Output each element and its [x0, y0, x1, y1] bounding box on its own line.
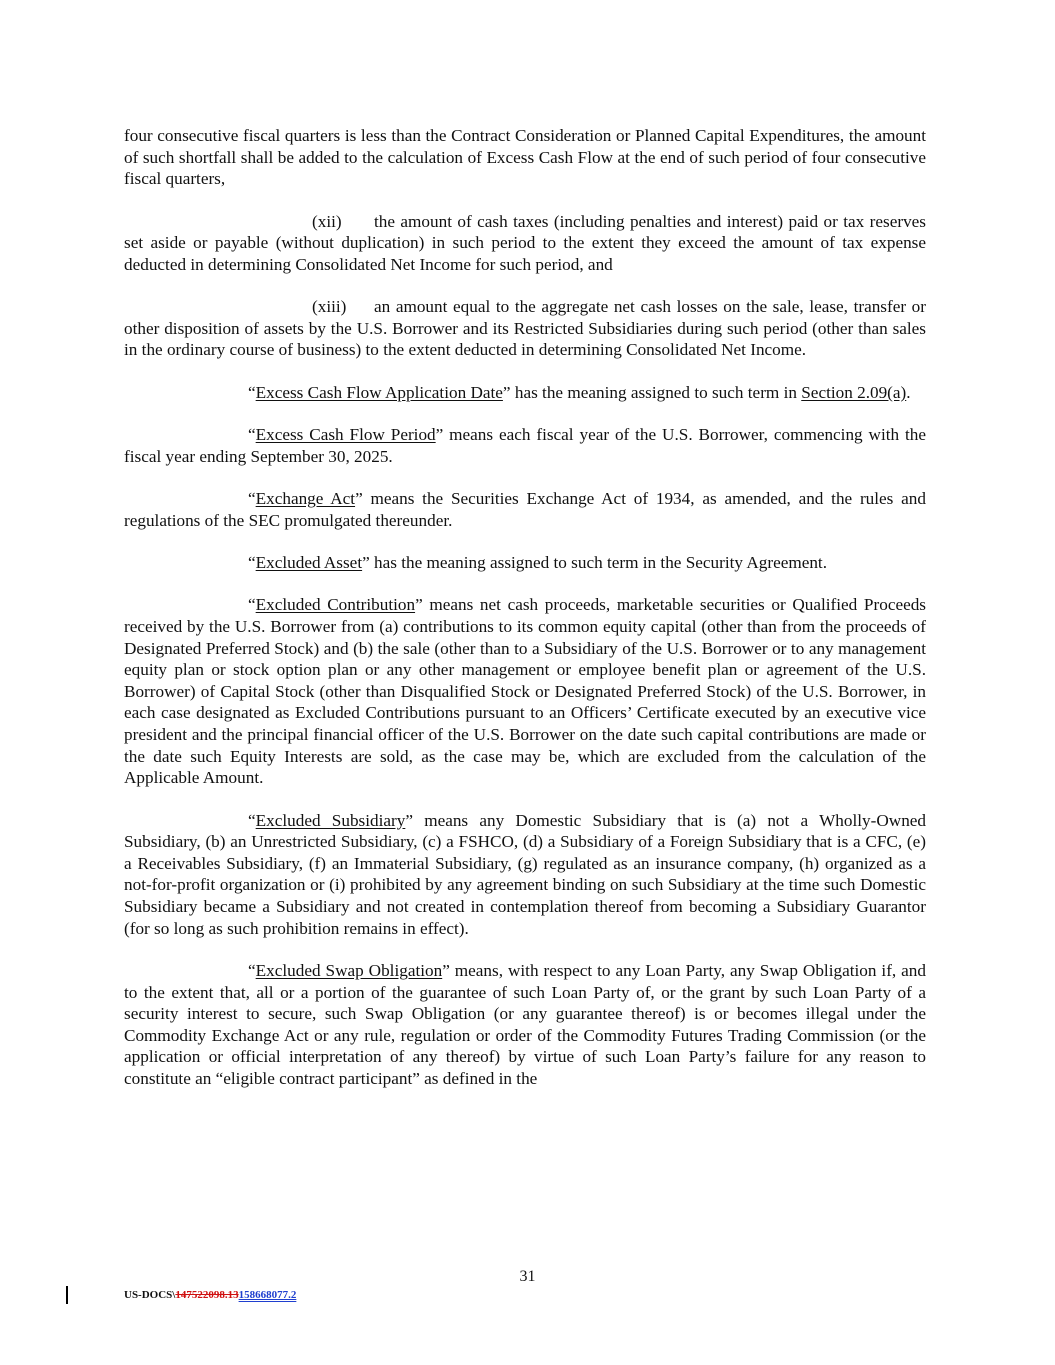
paragraph-continuation: four consecutive fiscal quarters is less than the Contract Consideration or Planned Capital Expenditures, the amount of such shortfall shall be added to the calculation of Excess Cash Flow at the end of such period of four consecutive fiscal quarters, — [124, 126, 926, 189]
clause-text: the amount of cash taxes (including penalties and interest) paid or tax reserves set aside or payable (without duplication) in such period to the extent they exceed the amount of tax expense deducted in determining Consolidated Net Income for such period, and — [124, 211, 926, 274]
clause-text: an amount equal to the aggregate net cash losses on the sale, lease, transfer or other disposition of assets by the U.S. Borrower and its Restricted Subsidiaries during such period (other than sales in the ordinary course of business) to the extent deducted in determining Consolidated Net Income. — [124, 297, 926, 360]
defined-term: Excluded Contribution — [255, 595, 416, 615]
defined-term: Exchange Act — [255, 489, 356, 509]
open-quote: “ — [248, 382, 256, 402]
definition-text: ” has the meaning assigned to such term in the Security Agreement. — [362, 553, 827, 573]
definition-text: ” has the meaning assigned to such term in — [502, 382, 802, 402]
document-id-prefix: US-DOCS\ — [124, 1289, 176, 1301]
open-quote: “ — [248, 489, 256, 509]
definition-text: ” means, with respect to any Loan Party, any Swap Obligation if, and to the extent that, all or a portion of the guarantee of such Loan Party of, or the grant by such Loan Party of a security interest to secure, such Swap Obligation (or any guarantee thereof) is or becomes illegal under the Commodity Exchange Act or any rule, regulation or order of the Commodity Futures Trading Commission (or the application or official interpretation of any thereof) by virtue of such Loan Party’s failure for any reason to constitute an “eligible contract participant” as defined in the — [124, 960, 926, 1088]
definition-excess-cash-flow-period — [124, 424, 926, 467]
definition-text: ” means any Domestic Subsidiary that is (a) not a Wholly-Owned Subsidiary, (b) an Unrestricted Subsidiary, (c) a FSHCO, (d) a Subsidiary of a Foreign Subsidiary that is a CFC, (e) a Receivables Subsidiary, (f) an Immaterial Subsidiary, (g) regulated as an insurance company, (h) organized as a not-for-profit organization or (i) prohibited by any agreement binding on such Subsidiary at the time such Domestic Subsidiary became a Subsidiary and not created in contemplation thereof from becoming a Subsidiary Guarantor (for so long as such prohibition remains in effect). — [124, 810, 927, 938]
defined-term: Excess Cash Flow Period — [255, 425, 436, 445]
defined-term: Excluded Swap Obligation — [255, 960, 443, 980]
section-reference: Section 2.09(a) — [801, 382, 907, 402]
open-quote: “ — [248, 553, 256, 573]
definition-text: ” means each fiscal year of the U.S. Borrower, commencing with the fiscal year ending September 30, 2025. — [124, 425, 926, 466]
document-id-deleted: 147522098.13 — [175, 1289, 239, 1301]
document-page — [124, 125, 926, 1090]
document-id-inserted: 158668077.2 — [238, 1289, 297, 1301]
open-quote: “ — [248, 425, 256, 445]
definition-text: ” means net cash proceeds, marketable securities or Qualified Proceeds received by the U.S. Borrower from (a) contributions to its common equity capital (other than from the proceeds of Designated Preferred Stock) and (b) the sale (other than to a Subsidiary of the U.S. Borrower or to any management equity plan or stock option plan or any other management or employee benefit plan or agreement of the U.S. Borrower) of Capital Stock (other than Disqualified Stock or Designated Preferred Stock) of the U.S. Borrower, in each case designated as Excluded Contributions pursuant to an Officers’ Certificate executed by an executive vice president and the principal financial officer of the U.S. Borrower on the date such capital contributions are made or the date such Equity Interests are sold, as the case may be, which are excluded from the calculation of the Applicable Amount. — [124, 595, 926, 788]
open-quote: “ — [248, 595, 256, 615]
clause-number: (xiii) — [312, 297, 347, 317]
definition-excluded-asset — [124, 552, 926, 574]
change-bar — [66, 1286, 68, 1304]
defined-term: Excess Cash Flow Application Date — [255, 382, 503, 402]
definition-excluded-swap-obligation — [124, 960, 926, 1090]
page-number: 31 — [519, 1268, 536, 1285]
definition-excess-cash-flow-application-date — [124, 382, 926, 404]
definition-excluded-contribution — [124, 594, 926, 788]
definition-excluded-subsidiary — [124, 810, 926, 940]
open-quote: “ — [248, 960, 256, 980]
defined-term: Excluded Asset — [255, 553, 363, 573]
document-id — [124, 1289, 296, 1301]
open-quote: “ — [248, 810, 256, 830]
clause-xiii — [124, 296, 926, 361]
clause-xii — [124, 211, 926, 276]
definition-text-end: . — [906, 382, 911, 402]
defined-term: Excluded Subsidiary — [255, 810, 406, 830]
definition-exchange-act — [124, 488, 926, 531]
definition-text: ” means the Securities Exchange Act of 1934, as amended, and the rules and regulations of the SEC promulgated thereunder. — [124, 489, 926, 530]
clause-number: (xii) — [312, 211, 342, 231]
